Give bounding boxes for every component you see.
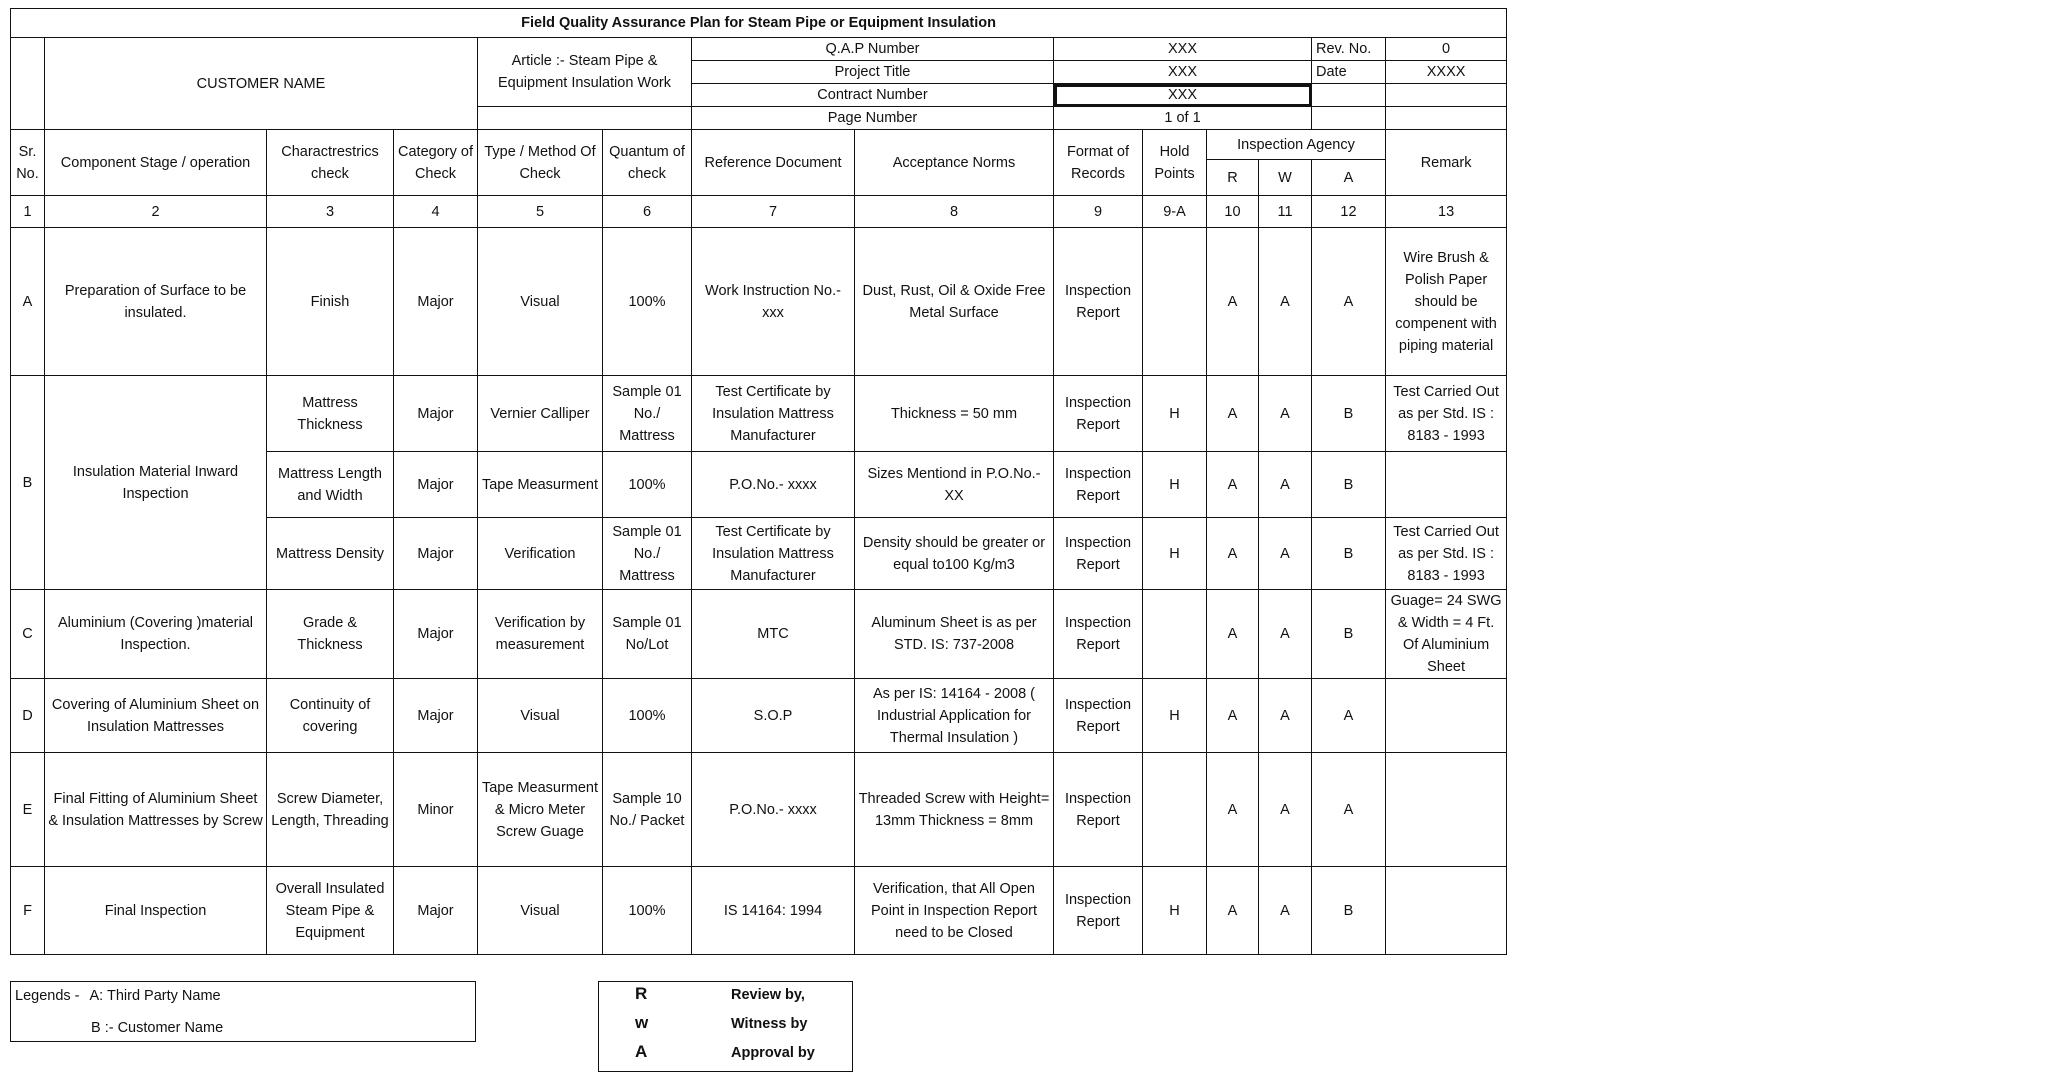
column-number: 7	[692, 196, 855, 228]
row-category: Major	[394, 228, 478, 376]
row-component: Aluminium (Covering )material Inspection.	[45, 590, 267, 679]
column-number: 12	[1312, 196, 1386, 228]
row-norms: Aluminum Sheet is as per STD. IS: 737-2008	[855, 590, 1054, 679]
row-component: Insulation Material Inward Inspection	[45, 376, 267, 590]
column-number: 13	[1386, 196, 1507, 228]
header-type-method: Type / Method Of Check	[478, 130, 603, 196]
legend-b: B :- Customer Name	[91, 1020, 224, 1036]
row-hold: H	[1143, 452, 1207, 518]
row-hold	[1143, 590, 1207, 679]
legend-label: Legends -	[15, 988, 80, 1004]
table-row	[11, 228, 1507, 376]
row-remark	[1386, 753, 1507, 867]
row-agency-r: A	[1207, 228, 1259, 376]
row-sr: E	[11, 753, 45, 867]
legend-box	[10, 981, 476, 1042]
column-number: 5	[478, 196, 603, 228]
column-number: 1	[11, 196, 45, 228]
table-row	[11, 376, 1507, 452]
row-format: Inspection Report	[1054, 376, 1143, 452]
row-remark: Wire Brush & Polish Paper should be compenent with piping material	[1386, 228, 1507, 376]
qap-number-value: XXX	[1054, 38, 1312, 61]
header-characteristics: Charactrestrics check	[267, 130, 394, 196]
header-sr-no: Sr. No.	[11, 130, 45, 196]
row-type: Tape Measurment	[478, 452, 603, 518]
row-agency-r: A	[1207, 590, 1259, 679]
row-characteristic: Mattress Density	[267, 518, 394, 590]
row-agency-w: A	[1259, 518, 1312, 590]
row-category: Minor	[394, 753, 478, 867]
row-agency-r: A	[1207, 376, 1259, 452]
row-norms: Threaded Screw with Height= 13mm Thickness = 8mm	[855, 753, 1054, 867]
column-number: 10	[1207, 196, 1259, 228]
key-r: R	[635, 984, 648, 1003]
key-row-review	[599, 984, 852, 1012]
row-format: Inspection Report	[1054, 228, 1143, 376]
table-row	[11, 753, 1507, 867]
row-remark	[1386, 452, 1507, 518]
row-agency-a: A	[1312, 753, 1386, 867]
row-agency-w: A	[1259, 376, 1312, 452]
row-type: Tape Measurment & Micro Meter Screw Guage	[478, 753, 603, 867]
row-characteristic: Screw Diameter, Length, Threading	[267, 753, 394, 867]
header-agency-a: A	[1312, 160, 1386, 196]
legend-a: A: Third Party Name	[89, 988, 221, 1004]
row-reference: Test Certificate by Insulation Mattress Manufacturer	[692, 518, 855, 590]
row-reference: P.O.No.- xxxx	[692, 753, 855, 867]
table-row	[11, 590, 1507, 679]
row-sr: F	[11, 867, 45, 955]
row-agency-a: B	[1312, 590, 1386, 679]
row-quantum: Sample 01 No/Lot	[603, 590, 692, 679]
header-agency-r: R	[1207, 160, 1259, 196]
row-type: Verification	[478, 518, 603, 590]
agency-key-box	[598, 981, 853, 1072]
column-number: 6	[603, 196, 692, 228]
column-number: 2	[45, 196, 267, 228]
row-reference: MTC	[692, 590, 855, 679]
document-title: Field Quality Assurance Plan for Steam Pipe or Equipment Insulation	[11, 9, 1507, 38]
contract-number-label: Contract Number	[692, 84, 1054, 107]
rev-no-value: 0	[1386, 38, 1507, 61]
row-remark: Test Carried Out as per Std. IS : 8183 - 1993	[1386, 376, 1507, 452]
key-row-witness	[599, 1013, 852, 1041]
row-agency-a: A	[1312, 228, 1386, 376]
row-sr: A	[11, 228, 45, 376]
header-hold-points: Hold Points	[1143, 130, 1207, 196]
row-agency-a: B	[1312, 518, 1386, 590]
column-number: 3	[267, 196, 394, 228]
row-norms: As per IS: 14164 - 2008 ( Industrial Application for Thermal Insulation )	[855, 679, 1054, 753]
row-agency-r: A	[1207, 867, 1259, 955]
row-agency-w: A	[1259, 590, 1312, 679]
row-type: Visual	[478, 867, 603, 955]
row-quantum: Sample 01 No./ Mattress	[603, 376, 692, 452]
row-sr: D	[11, 679, 45, 753]
header-quantum: Quantum of check	[603, 130, 692, 196]
header-agency-w: W	[1259, 160, 1312, 196]
blank-cell	[1386, 107, 1507, 130]
row-agency-r: A	[1207, 753, 1259, 867]
qap-number-label: Q.A.P Number	[692, 38, 1054, 61]
row-agency-a: B	[1312, 452, 1386, 518]
column-number: 8	[855, 196, 1054, 228]
row-norms: Verification, that All Open Point in Inspection Report need to be Closed	[855, 867, 1054, 955]
row-sr: B	[11, 376, 45, 590]
row-agency-w: A	[1259, 753, 1312, 867]
table-row	[11, 679, 1507, 753]
row-component: Final Inspection	[45, 867, 267, 955]
header-category: Category of Check	[394, 130, 478, 196]
project-title-value: XXX	[1054, 61, 1312, 84]
row-norms: Density should be greater or equal to100 Kg/m3	[855, 518, 1054, 590]
blank-cell	[1312, 107, 1386, 130]
row-category: Major	[394, 376, 478, 452]
page-number-label: Page Number	[692, 107, 1054, 130]
row-format: Inspection Report	[1054, 452, 1143, 518]
row-characteristic: Mattress Thickness	[267, 376, 394, 452]
row-reference: Test Certificate by Insulation Mattress Manufacturer	[692, 376, 855, 452]
row-remark: Test Carried Out as per Std. IS : 8183 - 1993	[1386, 518, 1507, 590]
key-a-meaning: Approval by	[731, 1045, 815, 1061]
row-hold	[1143, 753, 1207, 867]
row-sr: C	[11, 590, 45, 679]
row-reference: Work Instruction No.- xxx	[692, 228, 855, 376]
row-agency-r: A	[1207, 518, 1259, 590]
row-characteristic: Mattress Length and Width	[267, 452, 394, 518]
column-number: 4	[394, 196, 478, 228]
key-w: w	[635, 1013, 649, 1032]
row-category: Major	[394, 590, 478, 679]
row-agency-a: A	[1312, 679, 1386, 753]
header-acceptance-norms: Acceptance Norms	[855, 130, 1054, 196]
row-agency-w: A	[1259, 679, 1312, 753]
row-category: Major	[394, 679, 478, 753]
row-characteristic: Finish	[267, 228, 394, 376]
row-agency-r: A	[1207, 679, 1259, 753]
row-agency-w: A	[1259, 867, 1312, 955]
row-hold	[1143, 228, 1207, 376]
blank-cell	[1312, 84, 1386, 107]
customer-name: CUSTOMER NAME	[45, 38, 478, 130]
row-norms: Sizes Mentiond in P.O.No.- XX	[855, 452, 1054, 518]
row-norms: Thickness = 50 mm	[855, 376, 1054, 452]
row-characteristic: Continuity of covering	[267, 679, 394, 753]
column-number: 9	[1054, 196, 1143, 228]
row-category: Major	[394, 867, 478, 955]
row-remark	[1386, 867, 1507, 955]
article-title: Article :- Steam Pipe & Equipment Insulation Work	[478, 38, 692, 107]
row-agency-a: B	[1312, 376, 1386, 452]
row-quantum: 100%	[603, 452, 692, 518]
row-agency-r: A	[1207, 452, 1259, 518]
row-hold: H	[1143, 679, 1207, 753]
table-row	[11, 867, 1507, 955]
row-agency-w: A	[1259, 452, 1312, 518]
row-reference: IS 14164: 1994	[692, 867, 855, 955]
row-agency-w: A	[1259, 228, 1312, 376]
row-type: Visual	[478, 679, 603, 753]
contract-number-value: XXX	[1054, 84, 1312, 107]
row-format: Inspection Report	[1054, 679, 1143, 753]
blank-corner	[11, 38, 45, 130]
row-quantum: Sample 10 No./ Packet	[603, 753, 692, 867]
rev-no-label: Rev. No.	[1312, 38, 1386, 61]
row-characteristic: Overall Insulated Steam Pipe & Equipment	[267, 867, 394, 955]
row-type: Visual	[478, 228, 603, 376]
row-category: Major	[394, 452, 478, 518]
row-hold: H	[1143, 867, 1207, 955]
header-remark: Remark	[1386, 130, 1507, 196]
row-reference: P.O.No.- xxxx	[692, 452, 855, 518]
row-type: Vernier Calliper	[478, 376, 603, 452]
row-quantum: 100%	[603, 867, 692, 955]
project-title-label: Project Title	[692, 61, 1054, 84]
row-format: Inspection Report	[1054, 867, 1143, 955]
legend-line-a	[15, 988, 221, 1004]
row-component: Covering of Aluminium Sheet on Insulation Mattresses	[45, 679, 267, 753]
row-format: Inspection Report	[1054, 753, 1143, 867]
row-hold: H	[1143, 376, 1207, 452]
row-agency-a: B	[1312, 867, 1386, 955]
row-hold: H	[1143, 518, 1207, 590]
row-category: Major	[394, 518, 478, 590]
row-quantum: Sample 01 No./ Mattress	[603, 518, 692, 590]
blank-cell	[1386, 84, 1507, 107]
row-remark	[1386, 679, 1507, 753]
row-characteristic: Grade & Thickness	[267, 590, 394, 679]
blank-cell	[478, 107, 692, 130]
row-quantum: 100%	[603, 679, 692, 753]
key-w-meaning: Witness by	[731, 1016, 808, 1032]
date-value: XXXX	[1386, 61, 1507, 84]
row-remark: Guage= 24 SWG & Width = 4 Ft. Of Aluminium Sheet	[1386, 590, 1507, 679]
row-norms: Dust, Rust, Oil & Oxide Free Metal Surface	[855, 228, 1054, 376]
header-component: Component Stage / operation	[45, 130, 267, 196]
date-label: Date	[1312, 61, 1386, 84]
row-component: Preparation of Surface to be insulated.	[45, 228, 267, 376]
row-reference: S.O.P	[692, 679, 855, 753]
header-inspection-agency: Inspection Agency	[1207, 130, 1386, 160]
header-format-of-records: Format of Records	[1054, 130, 1143, 196]
row-format: Inspection Report	[1054, 590, 1143, 679]
key-a: A	[635, 1042, 648, 1061]
row-format: Inspection Report	[1054, 518, 1143, 590]
row-quantum: 100%	[603, 228, 692, 376]
row-component: Final Fitting of Aluminium Sheet & Insulation Mattresses by Screw	[45, 753, 267, 867]
qap-document	[10, 8, 1506, 955]
page-number-value: 1 of 1	[1054, 107, 1312, 130]
column-number: 11	[1259, 196, 1312, 228]
header-reference-document: Reference Document	[692, 130, 855, 196]
column-number: 9-A	[1143, 196, 1207, 228]
key-row-approval	[599, 1042, 852, 1070]
row-type: Verification by measurement	[478, 590, 603, 679]
qap-table	[10, 8, 1507, 955]
key-r-meaning: Review by,	[731, 987, 805, 1003]
